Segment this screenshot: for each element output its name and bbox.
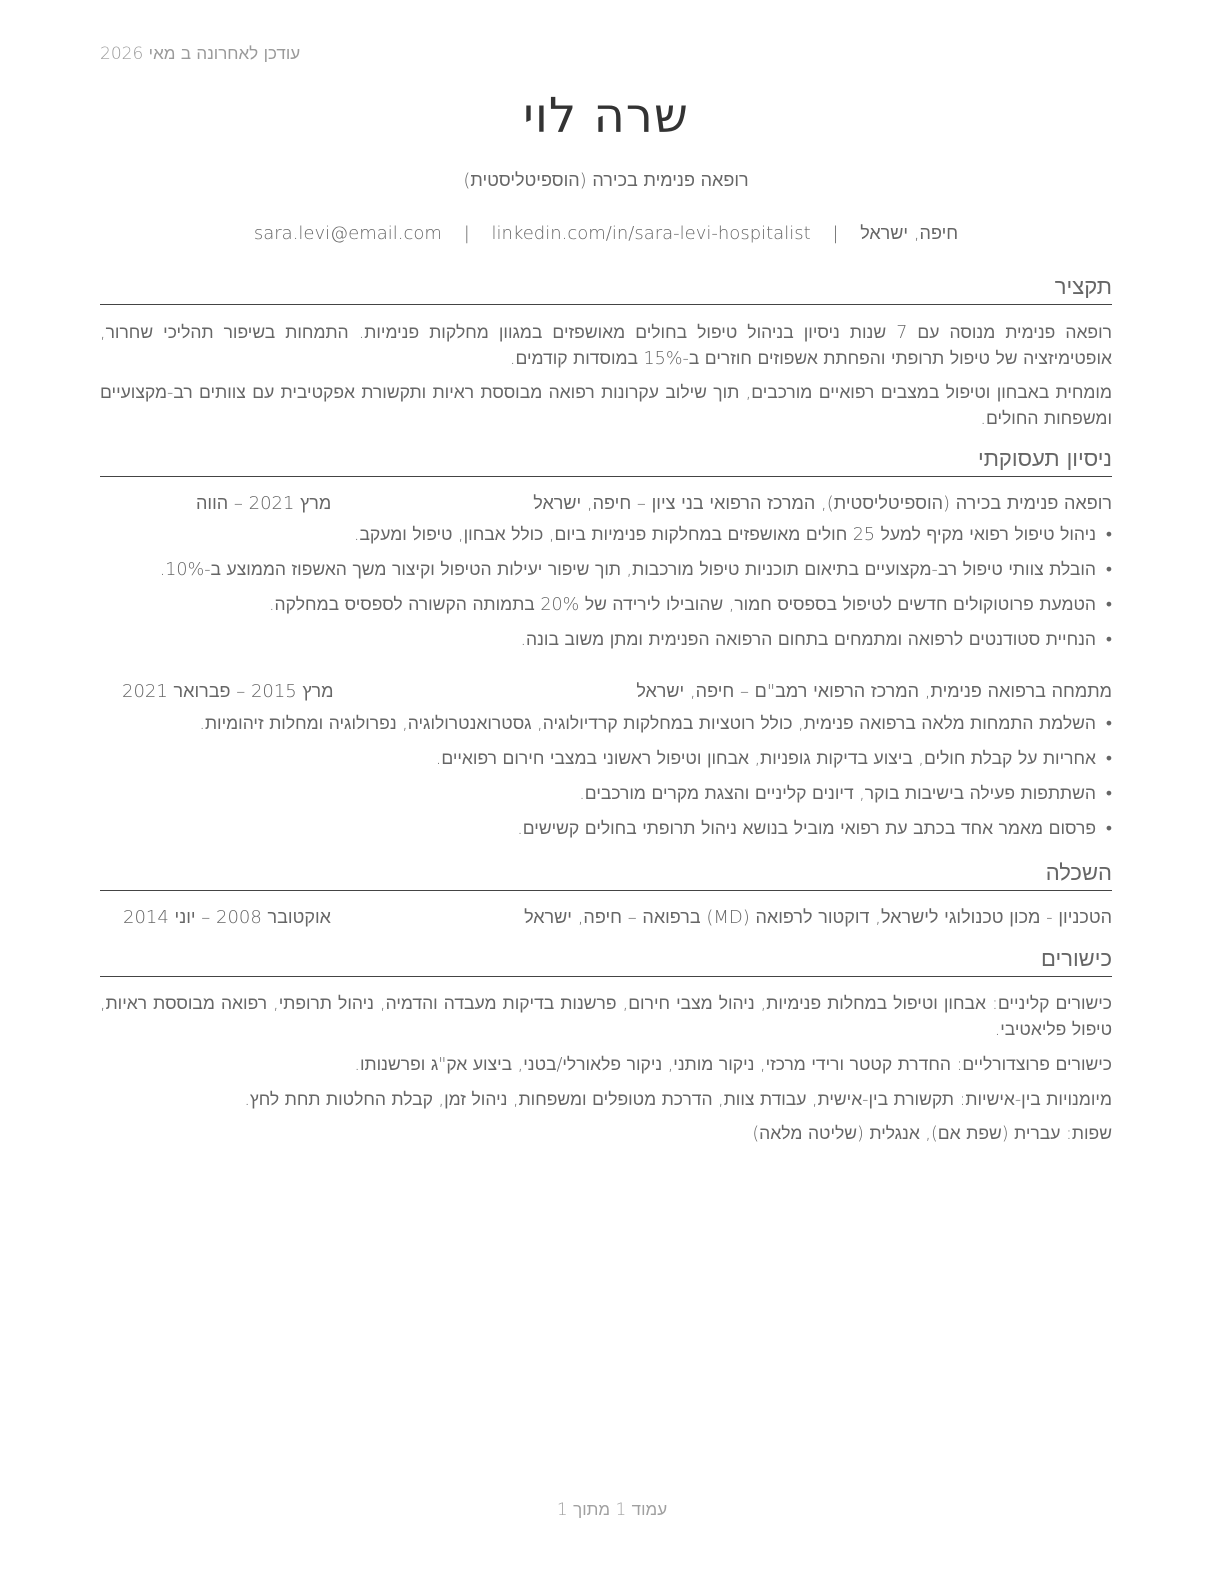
contact-line — [100, 223, 1112, 244]
education-heading: הטכניון - מכון טכנולוגי לישראל, דוקטור לרפואה (MD) ברפואה – חיפה, ישראל — [524, 907, 1112, 928]
skills-line: שפות: עברית (שפת אם), אנגלית (שליטה מלאה) — [752, 1124, 1112, 1144]
section-title-experience: ניסיון תעסוקתי — [100, 446, 1112, 477]
job-title: רופאה פנימית בכירה (הוספיטליסטית), המרכז הרפואי בני ציון – חיפה, ישראל — [533, 493, 1112, 514]
summary-paragraph: מומחית באבחון וטיפול במצבים רפואיים מורכבים, תוך שילוב עקרונות רפואה מבוססת ראיות ותקשורת אפקטיבית עם צוותים רב-מקצועיים ומשפחות החולים. — [100, 383, 1112, 429]
list-item: • ניהול טיפול רפואי מקיף למעל 25 חולים מאושפזים במחלקות פנימיות ביום, כולל אבחון, טיפול ומעקב. — [100, 523, 1112, 558]
contact-linkedin[interactable]: linkedin.com/in/sara-levi-hospitalist — [491, 223, 811, 244]
list-item: • השתתפות פעילה בישיבות בוקר, דיונים קליניים והצגת מקרים מורכבים. — [100, 782, 1112, 817]
list-item: • הובלת צוותי טיפול רב-מקצועיים בתיאום תוכניות טיפול מורכבות, תוך שיפור יעילות הטיפול וקיצור משך האשפוז הממוצע ב-10%. — [100, 558, 1112, 593]
last-updated: עודכן לאחרונה ב מאי 2026 — [100, 44, 301, 64]
list-item: • הנחיית סטודנטים לרפואה ומתמחים בתחום הרפואה הפנימית ומתן משוב בונה. — [100, 628, 1112, 663]
section-title-education: השכלה — [100, 860, 1112, 891]
contact-email[interactable]: sara.levi@email.com — [253, 223, 442, 244]
list-item: • הטמעת פרוטוקולים חדשים לטיפול בספסיס חמור, שהובילו לירידה של 20% בתמותה הקשורה לספסיס במחלקה. — [100, 593, 1112, 628]
section-title-summary: תקציר — [100, 274, 1112, 305]
list-item: • פרסום מאמר אחד בכתב עת רפואי מוביל בנושא ניהול תרופתי בחולים קשישים. — [100, 817, 1112, 852]
list-item: • השלמת התמחות מלאה ברפואה פנימית, כולל רוטציות במחלקות קרדיולוגיה, גסטרואנטרולוגיה, נפרולוגיה ומחלות זיהומיות. — [100, 712, 1112, 747]
skills-line: כישורים פרוצדורליים: החדרת קטטר ורידי מרכזי, ניקור מותני, ניקור פלאורלי/בטני, ביצוע אק"ג ופרשנותו. — [354, 1055, 1112, 1075]
education-dates: אוקטובר 2008 – יוני 2014 — [123, 907, 331, 928]
skills-line: כישורים קליניים: אבחון וטיפול במחלות פנימיות, ניהול מצבי חירום, פרשנות בדיקות מעבדה והדמיה, ניהול תרופתי, רפואה מבוססת ראיות, טיפול פליאטיבי. — [100, 994, 1112, 1040]
contact-separator: | — [832, 223, 839, 244]
contact-separator: | — [463, 223, 470, 244]
job-bullets — [100, 712, 1112, 852]
page-number: עמוד 1 מתוך 1 — [556, 1500, 668, 1520]
section-title-skills: כישורים — [100, 946, 1112, 977]
job-dates: מרץ 2015 – פברואר 2021 — [122, 681, 334, 702]
candidate-name: שרה לוי — [523, 88, 689, 144]
candidate-role: רופאה פנימית בכירה (הוספיטליסטית) — [463, 170, 749, 191]
resume-page — [100, 0, 1112, 1584]
skills-line: מיומנויות בין-אישיות: תקשורת בין-אישית, עבודת צוות, הדרכת מטופלים ומשפחות, ניהול זמן, קבלת החלטות תחת לחץ. — [244, 1090, 1112, 1110]
job-title: מתמחה ברפואה פנימית, המרכז הרפואי רמב"ם – חיפה, ישראל — [636, 681, 1112, 702]
list-item: • אחריות על קבלת חולים, ביצוע בדיקות גופניות, אבחון וטיפול ראשוני במצבי חירום רפואיים. — [100, 747, 1112, 782]
contact-location: חיפה, ישראל — [860, 223, 959, 244]
job-dates: מרץ 2021 – הווה — [196, 493, 332, 514]
summary-paragraph: רופאה פנימית מנוסה עם 7 שנות ניסיון בניהול טיפול בחולים מאושפזים במגוון מחלקות פנימיות. התמחות בשיפור תהליכי שחרור, אופטימיזציה של טיפול תרופתי והפחתת אשפוזים חוזרים ב-15% במוסדות קודמים. — [100, 323, 1113, 369]
job-bullets — [100, 523, 1112, 663]
